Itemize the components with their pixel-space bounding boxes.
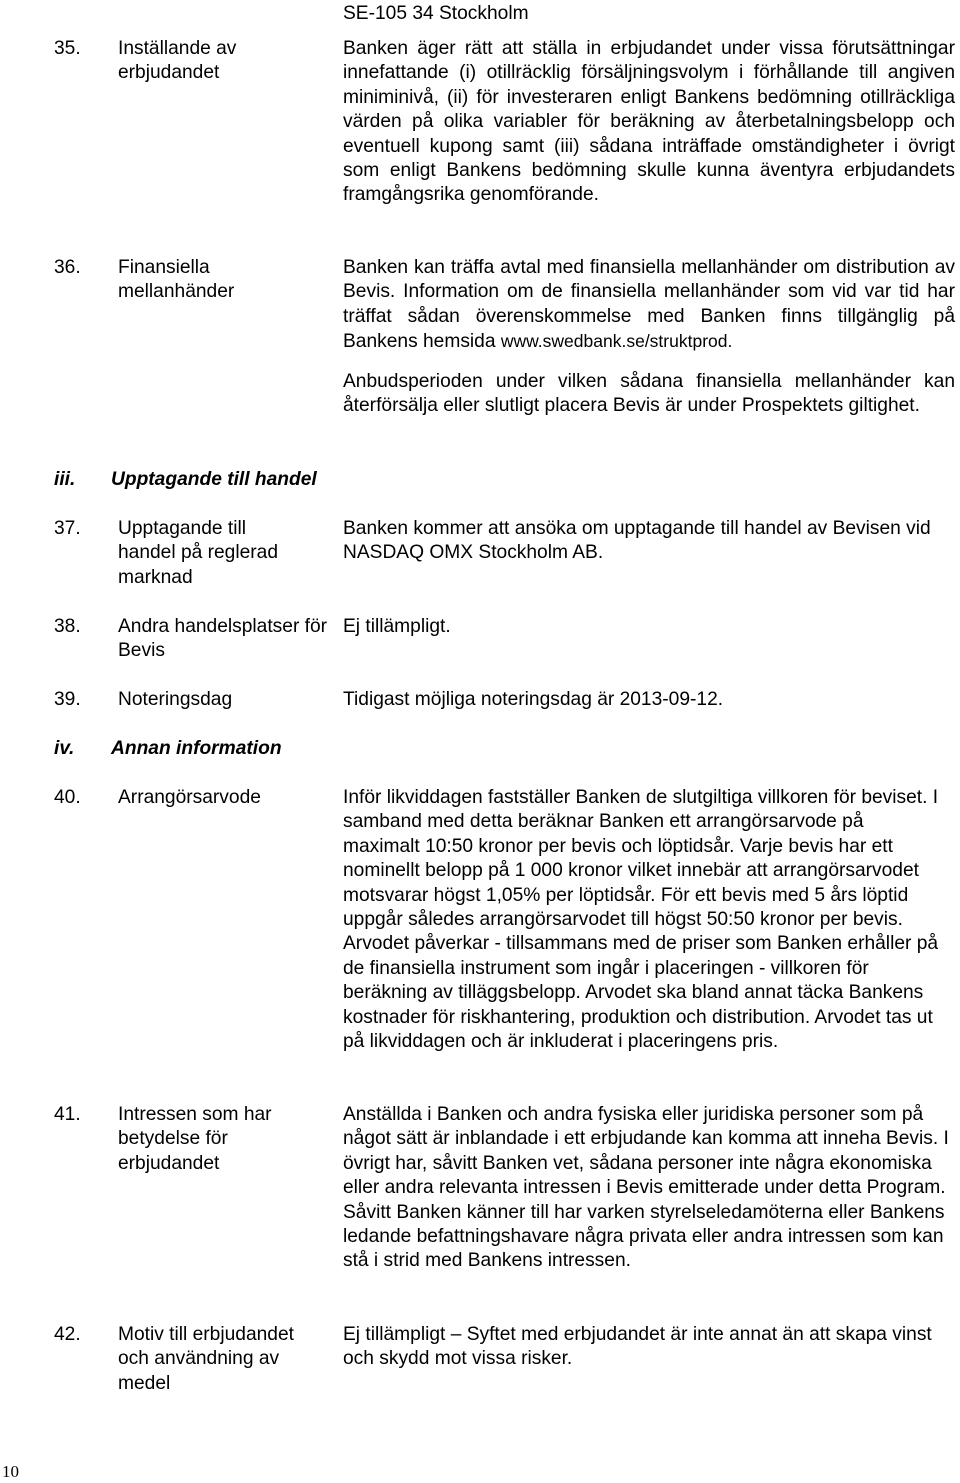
item-number-37: 37.	[54, 518, 81, 539]
item-label-35: Inställande av erbjudandet	[118, 38, 237, 84]
item-text-35: Banken äger rätt att ställa in erbjudandet under vissa förutsättningar innefattande (i) otillräcklig försäljningsvolym i förhållande till angiven miniminivå, (ii) för investeraren enligt Bankens bedömning otillräckliga värden på olika variabler för beräkning av återbetalningsbelopp och eventuell kupong samt (iii) sådana inträffade omständigheter i övrigt som enligt Bankens bedömning skulle kunna äventyra erbjudandets framgångsrika genomförande.	[343, 38, 955, 206]
item-number-36: 36.	[54, 257, 81, 278]
item-number-35: 35.	[54, 38, 81, 59]
section-number-iii: iii.	[54, 469, 76, 490]
item-number-39: 39.	[54, 689, 81, 710]
address-line: SE-105 34 Stockholm	[343, 3, 529, 24]
page-number: 10	[2, 1462, 19, 1481]
item-number-40: 40.	[54, 787, 81, 808]
section-title-iii: Upptagande till handel	[111, 469, 317, 490]
item-text-41: Anställda i Banken och andra fysiska eller juridiska personer som på något sätt är inblandade i ett erbjudande kan komma att inneha Bevis. I övrigt har, såvitt Banken vet, sådana personer inte några ekonomiska eller andra relevanta intressen i Bevis emitterade under detta Program. Såvitt Banken känner till har varken styrelseledamöterna eller Bankens ledande befattningshavare några privata eller andra intressen som kan stå i strid med Bankens intressen.	[343, 1104, 949, 1272]
item-number-41: 41.	[54, 1104, 81, 1125]
swedbank-link[interactable]: www.swedbank.se/struktprod.	[500, 331, 733, 352]
item-text-38: Ej tillämpligt.	[343, 616, 451, 637]
item-label-40: Arrangörsarvode	[118, 787, 261, 808]
item-text-36-main: Banken kan träffa avtal med finansiella mellanhänder om distribution av Bevis. Information om de finansiella mellanhänder som vid var tid har träffat sådan överenskommelse med Banken finns tillgänglig på Bankens hemsida	[343, 257, 955, 353]
section-number-iv: iv.	[54, 738, 75, 759]
item-text-36	[343, 256, 955, 355]
item-text-39: Tidigast möjliga noteringsdag är 2013-09-12.	[343, 689, 724, 710]
item-label-37: Upptagande till handel på reglerad marknad	[118, 518, 279, 588]
item-label-41: Intressen som har betydelse för erbjudandet	[118, 1104, 272, 1174]
section-title-iv: Annan information	[111, 738, 282, 759]
item-text-36-second: Anbudsperioden under vilken sådana finansiella mellanhänder kan återförsälja eller slutligt placera Bevis är under Prospektets giltighet.	[343, 371, 955, 417]
item-label-36: Finansiella mellanhänder	[118, 257, 235, 303]
item-label-42: Motiv till erbjudandet och användning av medel	[118, 1324, 294, 1394]
item-text-37: Banken kommer att ansöka om upptagande till handel av Bevisen vid NASDAQ OMX Stockholm AB.	[343, 518, 931, 564]
item-text-40: Inför likviddagen fastställer Banken de slutgiltiga villkoren för beviset. I samband med detta beräknar Banken ett arrangörsarvode på maximalt 10:50 kronor per bevis och löptidsår. Varje bevis har ett nominellt belopp på 1 000 kronor vilket innebär att arrangörsarvodet motsvarar högst 1,05% per löptidsår. För ett bevis med 5 års löptid uppgår således arrangörsarvodet till högst 50:50 kronor per bevis. Arvodet påverkar - tillsammans med de priser som Banken erhåller på de finansiella instrument som ingår i placeringen - villkoren för beräkning av tilläggsbelopp. Arvodet ska bland annat täcka Bankens kostnader för riskhantering, produktion och distribution. Arvodet tas ut på likviddagen och är inkluderat i placeringens pris.	[343, 787, 939, 1053]
item-number-38: 38.	[54, 616, 81, 637]
item-label-38: Andra handelsplatser för Bevis	[118, 616, 328, 662]
item-text-42: Ej tillämpligt – Syftet med erbjudandet är inte annat än att skapa vinst och skydd mot vissa risker.	[343, 1324, 932, 1370]
item-number-42: 42.	[54, 1324, 81, 1345]
item-label-39: Noteringsdag	[118, 689, 233, 710]
